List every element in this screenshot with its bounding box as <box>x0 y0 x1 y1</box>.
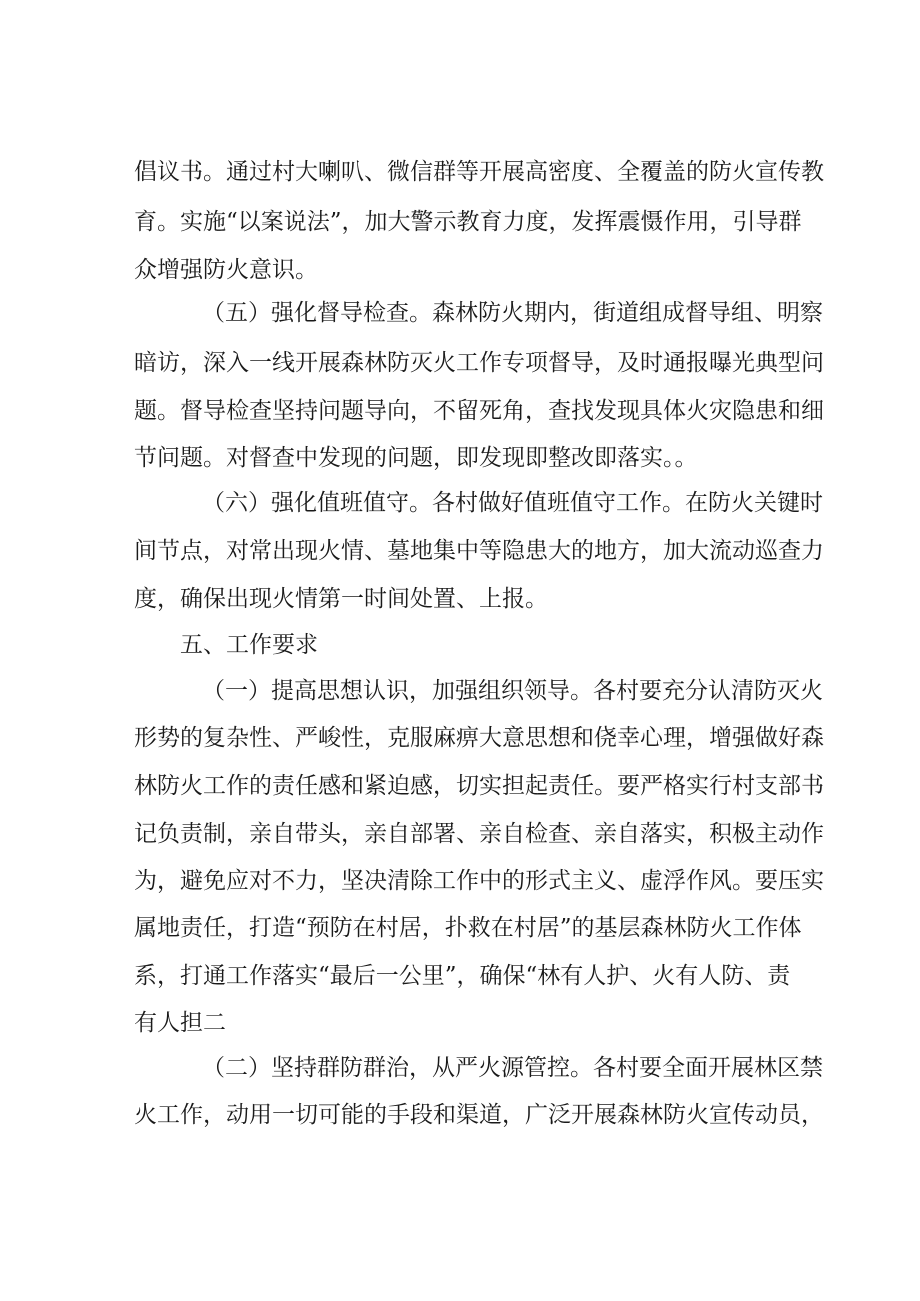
text-line: 记负责制，亲自带头，亲自部署、亲自检查、亲自落实，积极主动作 <box>134 821 824 847</box>
text-line: （一）提高思想认识，加强组织领导。各村要充分认清防灭火 <box>202 678 823 704</box>
text-line: （五）强化督导检查。森林防火期内，街道组成督导组、明察 <box>202 300 823 326</box>
text-line: 林防火工作的责任感和紧迫感，切实担起责任。要严格实行村支部书 <box>134 773 824 799</box>
text-line: 形势的复杂性、严峻性，克服麻痹大意思想和侥幸心理，增强做好森 <box>134 725 824 751</box>
text-line: 暗访，深入一线开展森林防灭火工作专项督导，及时通报曝光典型问 <box>134 350 824 376</box>
text-line: 育。实施“以案说法”，加大警示教育力度，发挥震慑作用，引导群 <box>134 209 802 235</box>
text-line: 为，避免应对不力，坚决清除工作中的形式主义、虚浮作风。要压实 <box>134 868 824 894</box>
text-line: 火工作，动用一切可能的手段和渠道，广泛开展森林防火宣传动员， <box>134 1102 824 1128</box>
text-line: 属地责任，打造“预防在村居，扑救在村居”的基层森林防火工作体 <box>134 915 802 941</box>
text-line: 倡议书。通过村大喇叭、微信群等开展高密度、全覆盖的防火宣传教 <box>134 159 824 185</box>
text-line: 度，确保出现火情第一时间处置、上报。 <box>134 586 548 612</box>
text-line: 有人担二 <box>134 1010 226 1036</box>
section-heading: 五、工作要求 <box>180 632 318 658</box>
text-line: （二）坚持群防群治，从严火源管控。各村要全面开展林区禁 <box>202 1055 823 1081</box>
text-line: 系，打通工作落实“最后一公里”，确保“林有人护、火有人防、责 <box>134 963 791 989</box>
text-line: （六）强化值班值守。各村做好值班值守工作。在防火关键时 <box>202 490 823 516</box>
text-line: 间节点，对常出现火情、墓地集中等隐患大的地方，加大流动巡查力 <box>134 538 824 564</box>
text-line: 众增强防火意识。 <box>134 257 318 283</box>
text-line: 题。督导检查坚持问题导向，不留死角，查找发现具体火灾隐患和细 <box>134 398 824 424</box>
text-line: 节问题。对督查中发现的问题，即发现即整改即落实。。 <box>134 445 698 471</box>
